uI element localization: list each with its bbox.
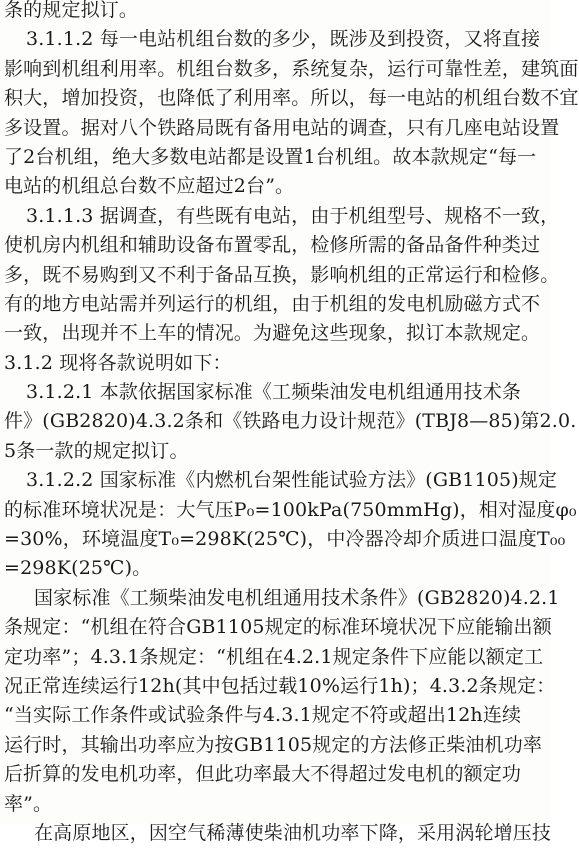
- clause-3-1-2-2-line: 3.1.2.2 国家标准《内燃机台架性能试验方法》(GB1105)规定: [26, 469, 558, 492]
- text-line: =30%，环境温度T₀=298K(25℃)，中冷器冷却介质进口温度T₀₀: [4, 528, 566, 551]
- text-line: 后折算的发电机功率，但此功率最大不得超过发电机的额定功: [4, 763, 522, 786]
- text-line: 况正常连续运行12h(其中包括过载10%运行1h)；4.3.2条规定：: [4, 674, 556, 697]
- text-line: 多设置。据对八个铁路局既有备用电站的调查，只有几座电站设置: [4, 116, 560, 139]
- paragraph-start-line: 国家标准《工频柴油发电机组通用技术条件》(GB2820)4.2.1: [34, 586, 560, 609]
- text-line: 一致，出现并不上车的情况。为避免这些现象，拟订本款规定。: [4, 322, 541, 345]
- text-line: 电站的机组总台数不应超过2台”。: [4, 175, 295, 198]
- text-line: 有的地方电站需并列运行的机组，由于机组的发电机励磁方式不: [4, 292, 541, 315]
- text-line: 使机房内机组和辅助设备布置零乱，检修所需的备品备件种类过: [4, 234, 541, 257]
- clause-3-1-2-1-line: 3.1.2.1 本款依据国家标准《工频柴油发电机组通用技术条: [26, 381, 522, 404]
- text-line: “当实际工作条件或试验条件与4.3.1规定不符或超出12h连续: [4, 704, 522, 727]
- text-line: 件》(GB2820)4.3.2条和《铁路电力设计规范》(TBJ8—85)第2.0.: [4, 410, 577, 433]
- text-line: 的标准环境状况是：大气压P₀=100kPa(750mmHg)，相对湿度φ₀: [4, 498, 577, 521]
- text-line: 条的规定拟订。: [4, 0, 139, 21]
- clause-3-1-1-3-line: 3.1.1.3 据调查，有些既有电站，由于机组型号、规格不一致，: [26, 204, 560, 227]
- text-line: 运行时，其输出功率应为按GB1105规定的方法修正柴油机功率: [4, 733, 542, 756]
- text-line: 条规定：“机组在符合GB1105规定的标准环境状况下应能输出额: [4, 616, 552, 639]
- clause-3-1-1-2-line: 3.1.1.2 每一电站机组台数的多少，既涉及到投资，又将直接: [26, 28, 541, 51]
- text-line: 多，既不易购到又不利于备品互换，影响机组的正常运行和检修。: [4, 263, 560, 286]
- body-text: [4, 0, 579, 848]
- text-line: 率”。: [4, 792, 53, 815]
- text-line: 了2台机组，绝大多数电站都是设置1台机组。故本款规定“每一: [4, 145, 537, 168]
- text-line: 定功率”；4.3.1条规定：“机组在4.2.1规定条件下应能以额定工: [4, 645, 544, 668]
- paragraph-start-line: 在高原地区，因空气稀薄使柴油机功率下降，采用涡轮增压技: [34, 821, 552, 844]
- section-3-1-2-heading: 3.1.2 现将各款说明如下：: [4, 351, 232, 374]
- text-line: =298K(25℃)。: [4, 557, 152, 580]
- text-line: 影响到机组利用率。机组台数多，系统复杂，运行可靠性差，建筑面: [4, 57, 579, 80]
- text-line: 积大，增加投资，也降低了利用率。所以，每一电站的机组台数不宜: [4, 87, 579, 110]
- text-line: 5条一款的规定拟订。: [4, 439, 189, 462]
